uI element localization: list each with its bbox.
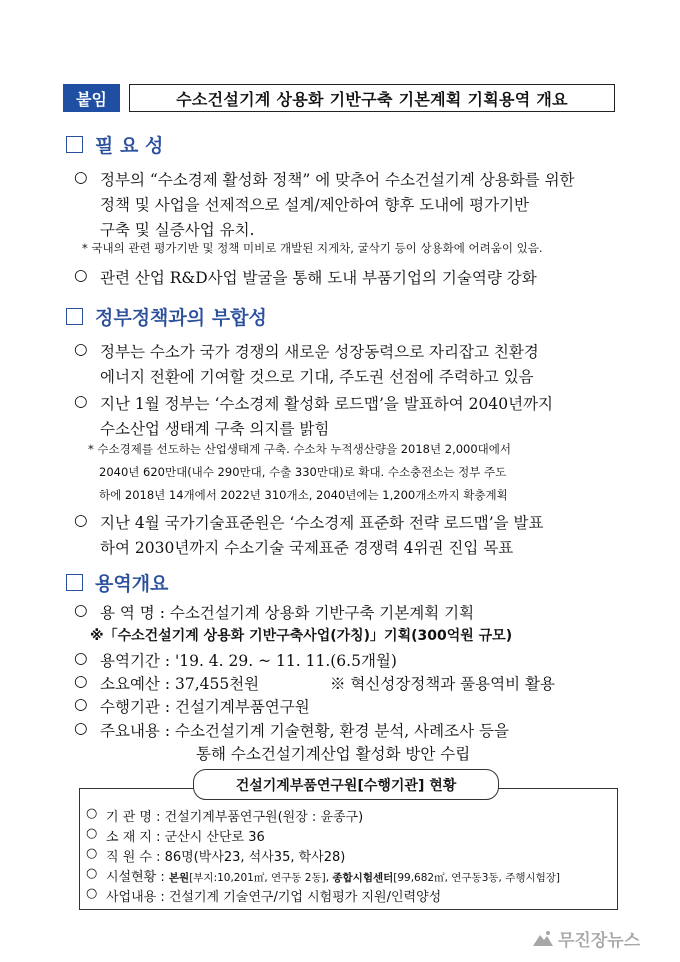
bullet-circle-icon: ○: [86, 866, 98, 881]
facility2-detail: [99,682㎡, 연구동3동, 주행시험장]: [393, 872, 561, 884]
policy-p3-line2: 하여 2030년까지 수소기술 국제표준 경쟁력 4위권 진입 목표: [100, 539, 514, 557]
overview-content-line2: 통해 수소건설기계산업 활성화 방안 수립: [196, 745, 471, 763]
bullet-circle-icon: ○: [74, 649, 88, 667]
bullet-circle-icon: ○: [74, 672, 88, 690]
overview-agency: 수행기관 : 건설기계부품연구원: [100, 698, 310, 716]
section-heading-text: 정부정책과의 부합성: [95, 307, 267, 329]
attachment-tag: 붙임: [63, 84, 120, 112]
mountain-logo-icon: [532, 930, 554, 948]
facility2-name: 종합시험센터: [332, 872, 394, 884]
bullet-circle-icon: ○: [74, 511, 88, 529]
bullet-circle-icon: ○: [74, 601, 88, 619]
section-heading-policy: [66, 303, 267, 330]
need-p2: 관련 산업 R&D사업 발굴을 통해 도내 부품기업의 기술역량 강화: [100, 269, 537, 287]
overview-content-line1: 주요내용 : 수소건설기계 기술현황, 환경 분석, 사례조사 등을: [100, 722, 509, 740]
section-heading-text: 필 요 성: [95, 135, 164, 157]
policy-p1-line2: 에너지 전환에 기여할 것으로 기대, 주도권 선점에 주력하고 있음: [100, 368, 534, 386]
checkbox-square-icon: [66, 136, 83, 153]
institute-org: 기 관 명 : 건설기계부품연구원(원장 : 윤종구): [106, 810, 364, 825]
policy-p2-line1: 지난 1월 정부는 ‘수소경제 활성화 로드맵’을 발표하여 2040년까지: [100, 395, 554, 413]
document-title: 수소건설기계 상용화 기반구축 기본계획 기획용역 개요: [129, 84, 615, 112]
institute-staff: 직 원 수 : 86명(박사23, 석사35, 학사28): [106, 850, 346, 865]
need-p1-line1: 정부의 “수소경제 활성화 정책” 에 맞추어 수소건설기계 상용화를 위한: [100, 171, 575, 189]
policy-p1-line1: 정부는 수소가 국가 경쟁의 새로운 성장동력으로 자리잡고 친환경: [100, 343, 539, 361]
facility1-name: 본원: [168, 872, 190, 884]
policy-note-line1: * 수소경제를 선도하는 산업생태계 구축. 수소차 누적생산량을 2018년 2,000대에서: [88, 442, 511, 456]
policy-note-line2: 2040년 620만대(내수 290만대, 수출 330만대)로 확대. 수소충전소는 정부 주도: [99, 465, 507, 479]
watermark-text: 무진장뉴스: [558, 931, 641, 951]
section-heading-text: 용역개요: [95, 573, 169, 595]
bullet-circle-icon: ○: [86, 806, 98, 821]
need-note: * 국내의 관련 평가기반 및 정책 미비로 개발된 지게차, 굴삭기 등이 상용화에 어려움이 있음.: [82, 241, 543, 255]
checkbox-square-icon: [66, 574, 83, 591]
overview-name: 용 역 명 : 수소건설기계 상용화 기반구축 기본계획 기획: [100, 604, 475, 622]
institute-facilities: [106, 866, 560, 885]
facilities-label: 시설현황 :: [106, 870, 169, 885]
bullet-circle-icon: ○: [74, 340, 88, 358]
overview-period: 용역기간 : '19. 4. 29. ~ 11. 11.(6.5개월): [100, 652, 397, 670]
checkbox-square-icon: [66, 308, 83, 325]
policy-p3-line1: 지난 4월 국가기술표준원은 ‘수소경제 표준화 전략 로드맵’을 발표: [100, 514, 544, 532]
section-heading-need: [66, 131, 163, 158]
need-p1-line3: 구축 및 실증사업 유치.: [100, 221, 255, 239]
policy-p2-line2: 수소산업 생태계 구축 의지를 밝힘: [100, 420, 330, 438]
overview-name-note: ※「수소건설기계 상용화 기반구축사업(가칭)」기획(300억원 규모): [90, 628, 513, 644]
bullet-circle-icon: ○: [74, 719, 88, 737]
bullet-circle-icon: ○: [74, 266, 88, 284]
section-heading-overview: [66, 569, 168, 596]
news-watermark: [532, 926, 640, 951]
overview-budget: 소요예산 : 37,455천원: [100, 675, 260, 693]
institute-business: 사업내용 : 건설기계 기술연구/기업 시험평가 지원/인력양성: [106, 890, 442, 905]
policy-note-line3: 하에 2018년 14개에서 2022년 310개소, 2040년에는 1,200개소까지 확충계획: [99, 488, 508, 502]
bullet-circle-icon: ○: [74, 168, 88, 186]
overview-budget-note: ※ 혁신성장정책과 풀용역비 활용: [330, 675, 555, 693]
institute-status-heading: 건설기계부품연구원[수행기관] 현황: [193, 769, 499, 800]
bullet-circle-icon: ○: [74, 392, 88, 410]
bullet-circle-icon: ○: [86, 826, 98, 841]
institute-location: 소 재 지 : 군산시 산단로 36: [106, 830, 265, 845]
bullet-circle-icon: ○: [86, 846, 98, 861]
facility1-detail: [부지:10,201㎡, 연구동 2동],: [189, 872, 333, 884]
need-p1-line2: 정책 및 사업을 선제적으로 설계/제안하여 향후 도내에 평가기반: [100, 196, 530, 214]
bullet-circle-icon: ○: [86, 886, 98, 901]
bullet-circle-icon: ○: [74, 695, 88, 713]
